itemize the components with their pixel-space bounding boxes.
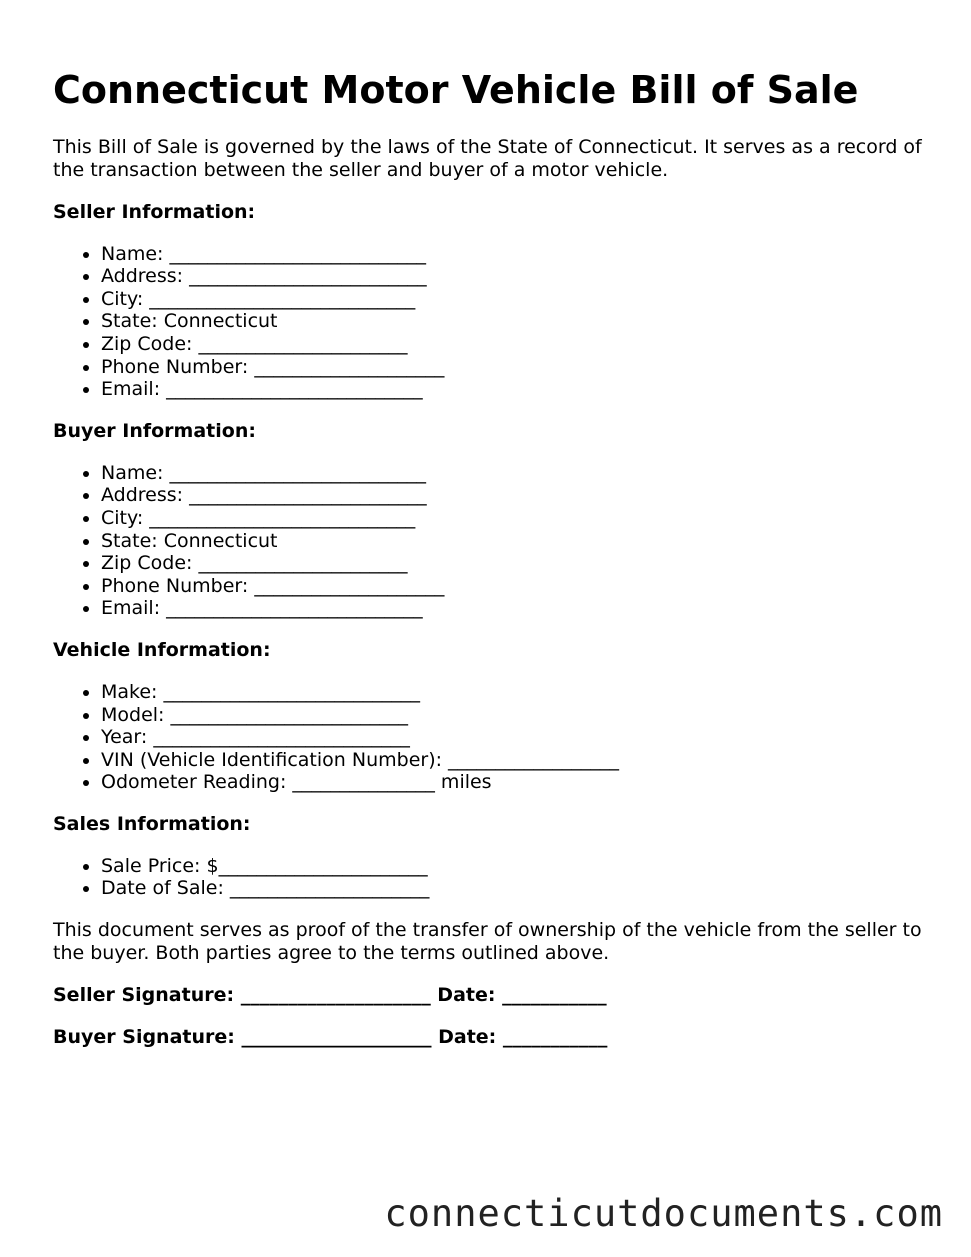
sale-date-field: • Date of Sale: _____________________ <box>101 877 923 900</box>
seller-email-field: • Email: ___________________________ <box>101 378 923 401</box>
vehicle-year-field: • Year: ___________________________ <box>101 726 923 749</box>
buyer-heading: Buyer Information: <box>53 419 256 442</box>
seller-name-field: • Name: ___________________________ <box>101 243 923 266</box>
seller-state-field: • State: Connecticut <box>101 310 923 333</box>
document-page <box>53 60 923 1068</box>
buyer-name-field: • Name: ___________________________ <box>101 462 923 485</box>
vehicle-odometer-field: • Odometer Reading: _______________ miles <box>101 771 923 794</box>
sale-price-field: • Sale Price: $______________________ <box>101 855 923 878</box>
buyer-signature-line: Buyer Signature: ____________________ Date: ___________ <box>53 1026 608 1049</box>
seller-heading: Seller Information: <box>53 200 256 223</box>
buyer-phone-field: • Phone Number: ____________________ <box>101 575 923 598</box>
site-watermark: connecticutdocuments.com <box>384 1192 943 1235</box>
buyer-list <box>53 462 923 620</box>
seller-city-field: • City: ____________________________ <box>101 288 923 311</box>
vehicle-heading: Vehicle Information: <box>53 638 271 661</box>
seller-phone-field: • Phone Number: ____________________ <box>101 356 923 379</box>
seller-address-field: • Address: _________________________ <box>101 265 923 288</box>
vehicle-make-field: • Make: ___________________________ <box>101 681 923 704</box>
closing-paragraph: This document serves as proof of the transfer of ownership of the vehicle from the seller to the buyer. Both parties agree to the terms outlined above. <box>53 919 922 965</box>
buyer-city-field: • City: ____________________________ <box>101 507 923 530</box>
vehicle-vin-field: • VIN (Vehicle Identification Number): __________________ <box>101 749 923 772</box>
buyer-email-field: • Email: ___________________________ <box>101 597 923 620</box>
vehicle-model-field: • Model: _________________________ <box>101 704 923 727</box>
sales-heading: Sales Information: <box>53 812 251 835</box>
buyer-address-field: • Address: _________________________ <box>101 484 923 507</box>
vehicle-list <box>53 681 923 794</box>
document-title: Connecticut Motor Vehicle Bill of Sale <box>53 68 859 112</box>
seller-zip-field: • Zip Code: ______________________ <box>101 333 923 356</box>
intro-paragraph: This Bill of Sale is governed by the laws of the State of Connecticut. It serves as a record of the transaction between the seller and buyer of a motor vehicle. <box>53 135 922 181</box>
buyer-zip-field: • Zip Code: ______________________ <box>101 552 923 575</box>
sales-list <box>53 855 923 900</box>
seller-signature-line: Seller Signature: ____________________ Date: ___________ <box>53 984 607 1007</box>
seller-list <box>53 243 923 401</box>
buyer-state-field: • State: Connecticut <box>101 530 923 553</box>
